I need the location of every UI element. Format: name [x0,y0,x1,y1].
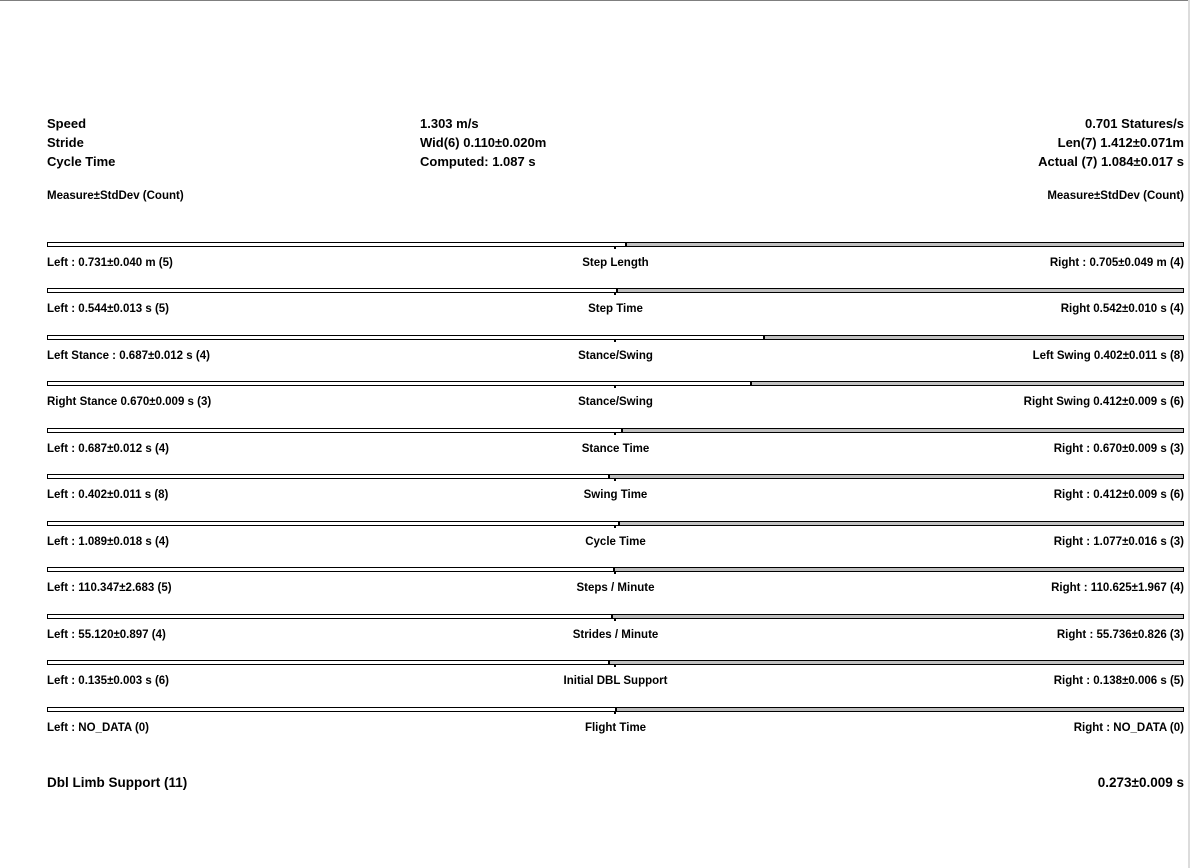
summary-label: Cycle Time [47,154,116,169]
metric-name: Step Time [588,303,643,315]
metric-row [47,428,1184,456]
summary-row-cycle-time [47,152,1184,171]
summary-middle-value: Computed: 1.087 s [420,154,536,169]
column-header-right: Measure±StdDev (Count) [1047,190,1184,202]
summary-block [47,114,1184,174]
center-tick [614,292,616,295]
metric-right-value: Right 0.542±0.010 s (4) [1060,303,1184,315]
metric-left-value: Left Stance : 0.687±0.012 s (4) [47,350,210,362]
comparison-bar-right-fill [616,289,1183,292]
metric-left-value: Left : 0.135±0.003 s (6) [47,675,170,687]
metric-left-value: Left : 1.089±0.018 s (4) [47,536,170,548]
comparison-bar-right-fill [750,382,1183,385]
metric-name: Stance Time [581,443,650,455]
summary-row-stride [47,133,1184,152]
metric-left-value: Left : 0.731±0.040 m (5) [47,257,173,269]
comparison-bar-right-fill [613,568,1183,571]
metric-right-value: Right : NO_DATA (0) [1073,722,1184,734]
metric-left-value: Left : 0.687±0.012 s (4) [47,443,170,455]
metric-row [47,335,1184,363]
summary-label: Stride [47,135,84,150]
metric-left-value: Left : 55.120±0.897 (4) [47,629,166,641]
metric-right-value: Right : 55.736±0.826 (3) [1056,629,1184,641]
summary-middle-value: Wid(6) 0.110±0.020m [420,135,547,150]
metric-name: Swing Time [583,489,648,501]
column-header-left: Measure±StdDev (Count) [47,190,184,202]
metric-name: Cycle Time [585,536,646,548]
metric-row [47,614,1184,642]
center-tick [614,339,616,342]
metric-right-value: Right : 0.138±0.006 s (5) [1053,675,1184,687]
metric-name: Step Length [582,257,649,269]
metric-name: Strides / Minute [572,629,659,641]
metric-name: Steps / Minute [576,582,655,594]
metric-right-value: Right : 0.412±0.009 s (6) [1053,489,1184,501]
metric-name: Flight Time [584,722,647,734]
center-tick [614,246,616,249]
metric-right-value: Right : 110.625±1.967 (4) [1051,582,1184,594]
summary-right-value: Len(7) 1.412±0.071m [1057,135,1184,150]
center-tick [614,432,616,435]
comparison-bar-right-fill [618,522,1183,525]
center-tick [614,711,616,714]
metric-left-value: Left : 0.544±0.013 s (5) [47,303,170,315]
center-tick [614,478,616,481]
comparison-bar-right-fill [615,708,1183,711]
metric-name: Stance/Swing [578,350,653,362]
summary-label: Speed [47,116,87,131]
metric-row [47,521,1184,549]
summary-right-value: Actual (7) 1.084±0.017 s [1038,154,1184,169]
metric-left-value: Left : 0.402±0.011 s (8) [47,489,169,501]
comparison-bar-right-fill [625,243,1183,246]
metric-row [47,567,1184,595]
dbl-limb-support-label: Dbl Limb Support (11) [47,775,188,790]
comparison-bar-right-fill [611,615,1183,618]
summary-row-speed [47,114,1184,133]
metric-right-value: Left Swing 0.402±0.011 s (8) [1032,350,1184,362]
comparison-bar-right-fill [621,429,1183,432]
metric-right-value: Right Swing 0.412±0.009 s (6) [1023,396,1184,408]
top-border [0,0,1190,1]
metric-left-value: Left : 110.347±2.683 (5) [47,582,172,594]
metric-row [47,660,1184,688]
metric-name: Stance/Swing [578,396,653,408]
dbl-limb-support-value: 0.273±0.009 s [1097,775,1184,790]
metric-row [47,474,1184,502]
metric-row [47,288,1184,316]
metric-row [47,707,1184,735]
summary-right-value: 0.701 Statures/s [1084,116,1184,131]
metric-row [47,381,1184,409]
comparison-bar-right-fill [608,661,1183,664]
metric-row [47,242,1184,270]
center-tick [614,385,616,388]
comparison-bar-right-fill [763,336,1183,339]
metric-right-value: Right : 1.077±0.016 s (3) [1053,536,1184,548]
metric-right-value: Right : 0.705±0.049 m (4) [1049,257,1184,269]
metric-name: Initial DBL Support [563,675,668,687]
metric-left-value: Right Stance 0.670±0.009 s (3) [47,396,212,408]
summary-middle-value: 1.303 m/s [420,116,479,131]
center-tick [614,525,616,528]
comparison-bar-right-fill [608,475,1183,478]
center-tick [614,618,616,621]
metric-right-value: Right : 0.670±0.009 s (3) [1053,443,1184,455]
center-tick [614,664,616,667]
center-tick [614,571,616,574]
metric-left-value: Left : NO_DATA (0) [47,722,150,734]
